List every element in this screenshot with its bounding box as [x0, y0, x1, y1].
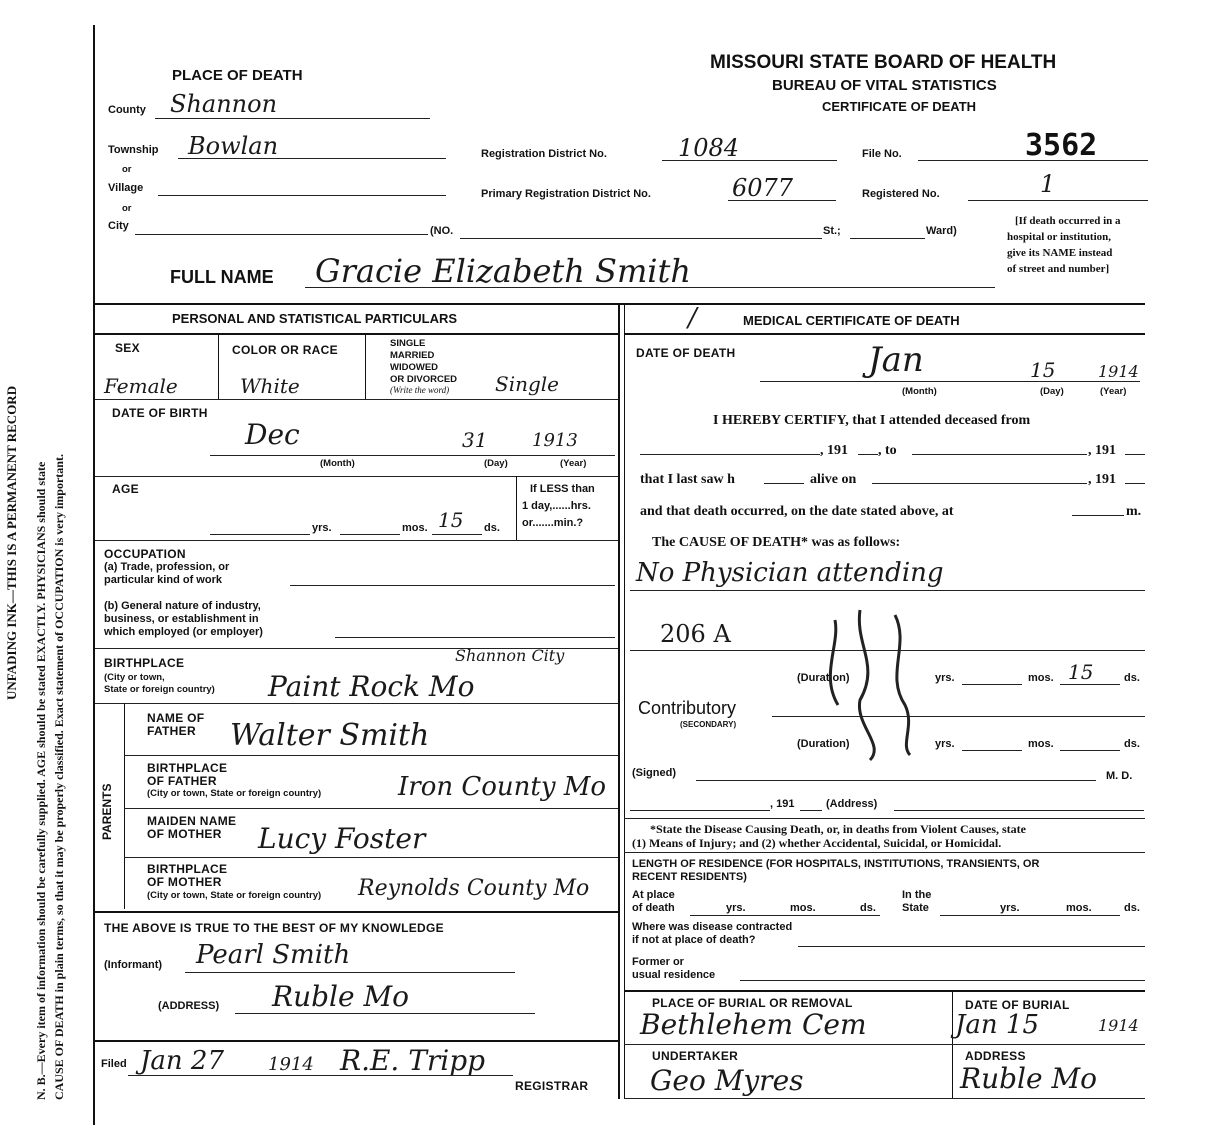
certify-line4: and that death occurred, on the date stated above, at [640, 504, 954, 519]
sign-date-line [630, 810, 770, 811]
color-label: COLOR OR RACE [232, 343, 338, 357]
former-line [740, 980, 1145, 981]
father-label1: NAME OF [147, 711, 205, 725]
village-line [158, 195, 446, 196]
mbirth-value: Reynolds County Mo [358, 876, 590, 901]
signed-line [696, 780, 1096, 781]
certify-at-line [1072, 515, 1124, 516]
dob-month: Dec [245, 418, 300, 451]
st-label: St.; [823, 225, 841, 237]
less-than-3: or.......min.? [522, 517, 584, 529]
footnote-1: *State the Disease Causing Death, or, in deaths from Violent Causes, state [650, 822, 1026, 836]
undertaker-value: Geo Myres [650, 1064, 804, 1097]
sign-date-191: , 191 [770, 798, 795, 810]
duration2-mos: mos. [1028, 738, 1054, 750]
reg-district-value: 1084 [678, 134, 740, 162]
no-label: (NO. [430, 225, 454, 237]
mbirth-label2: OF MOTHER [147, 875, 222, 889]
age-ds-label: ds. [484, 522, 500, 534]
former-1: Former or [632, 956, 684, 968]
address-label: (ADDRESS) [158, 1000, 220, 1012]
undertaker-label: UNDERTAKER [652, 1049, 739, 1063]
duration1-mos: mos. [1028, 672, 1054, 684]
no-line [460, 238, 822, 239]
in-state-1: In the [902, 889, 932, 901]
dod-label: DATE OF DEATH [636, 346, 736, 360]
former-2: usual residence [632, 969, 716, 981]
age-days-value: 15 [438, 508, 464, 532]
age-yrs-line [210, 534, 310, 535]
row1-line [95, 399, 618, 400]
parents-divider [124, 703, 125, 909]
burial-top-line [624, 990, 1145, 992]
married-label: MARRIED [390, 350, 435, 361]
dob-day-caption: (Day) [484, 458, 508, 469]
informant-line [185, 972, 515, 973]
age-yrs-label: yrs. [312, 522, 332, 534]
dob-label: DATE OF BIRTH [112, 406, 208, 420]
in-state-2: State [902, 902, 929, 914]
or-2: or [122, 203, 132, 214]
where-1: Where was disease contracted [632, 921, 793, 933]
occ-a-line [290, 585, 615, 586]
at-place-yrs: yrs. [726, 902, 746, 914]
st-line [850, 238, 925, 239]
sign-date-191-line [800, 810, 822, 811]
father-line [124, 755, 618, 756]
certify-191-b-line [1125, 454, 1145, 455]
cause-line [630, 590, 1145, 591]
dob-day: 31 [462, 428, 488, 452]
certify-line1: I HEREBY CERTIFY, that I attended deceased from [713, 413, 1031, 428]
in-state-ds: ds. [1124, 902, 1140, 914]
occ-b-line [335, 637, 615, 638]
board-title: MISSOURI STATE BOARD OF HEALTH [710, 52, 1057, 73]
at-place-ds: ds. [860, 902, 876, 914]
registrar-signature: R.E. Tripp [340, 1044, 486, 1077]
certify-191-c-line [1125, 483, 1145, 484]
permanent-record-note: UNFADING INK—THIS IS A PERMANENT RECORD [4, 385, 19, 700]
certify-to: , to [878, 443, 897, 458]
mother-label2: OF MOTHER [147, 827, 222, 841]
hospital-note-4: of street and number] [1007, 263, 1110, 275]
duration1-yrs: yrs. [935, 672, 955, 684]
middle-divider [618, 303, 620, 1099]
age-label: AGE [112, 482, 139, 496]
birthplace-sub1: (City or town, [104, 672, 165, 683]
mbirth-label1: BIRTHPLACE [147, 862, 228, 876]
primary-district-value: 6077 [732, 174, 794, 202]
marital-value: Single [495, 372, 560, 396]
occ-b3: which employed (or employer) [104, 626, 263, 638]
mother-line [124, 857, 618, 858]
duration1-days-line [1060, 684, 1120, 685]
informant-label: (Informant) [104, 959, 163, 971]
certify-m: m. [1126, 504, 1142, 519]
row5-line [95, 703, 618, 704]
address-line [235, 1013, 535, 1014]
certify-from-line [640, 454, 820, 455]
parents-bottom-line [95, 911, 618, 913]
certify-191-b: , 191 [1088, 443, 1116, 458]
primary-district-label: Primary Registration District No. [481, 188, 651, 200]
filed-top-line [95, 1040, 618, 1042]
dob-year-caption: (Year) [560, 458, 587, 469]
row2-line [95, 476, 618, 477]
dod-year: 1914 [1098, 362, 1139, 381]
contributory-label: Contributory [638, 698, 737, 718]
burial-date-label: DATE OF BURIAL [965, 998, 1070, 1012]
burial-date: Jan 15 [955, 1010, 1040, 1040]
township-value: Bowlan [188, 132, 279, 160]
full-name-value: Gracie Elizabeth Smith [315, 252, 691, 290]
ward-label: Ward) [926, 225, 957, 237]
registered-no-line [968, 200, 1148, 201]
residence-sub: RECENT RESIDENTS) [632, 871, 747, 883]
certify-alive-line [872, 483, 1087, 484]
parents-label: PARENTS [100, 783, 114, 840]
fbirth-label1: BIRTHPLACE [147, 761, 228, 775]
personal-title-line [95, 333, 618, 335]
less-divider [516, 476, 517, 540]
in-state-line [940, 915, 1120, 916]
duration-2: (Duration) [797, 738, 850, 750]
footnote-2: (1) Means of Injury; and (2) whether Accidental, Suicidal, or Homicidal. [632, 836, 1002, 850]
occupation-label: OCCUPATION [104, 547, 186, 561]
duration1-days: 15 [1068, 660, 1094, 684]
medical-address-label: (Address) [826, 798, 878, 810]
less-than-1: If LESS than [530, 483, 595, 495]
fbirth-label2: OF FATHER [147, 774, 217, 788]
burial-label: PLACE OF BURIAL OR REMOVAL [652, 996, 853, 1010]
dod-year-caption: (Year) [1100, 386, 1127, 397]
filed-label: Filed [101, 1058, 127, 1070]
dod-month: Jan [868, 340, 924, 380]
hospital-note-3: give its NAME instead [1007, 247, 1113, 259]
certify-191-a: , 191 [820, 443, 848, 458]
duration2-yrs-line [962, 750, 1022, 751]
medical-title: MEDICAL CERTIFICATE OF DEATH [743, 313, 960, 328]
occ-b2: business, or establishment in [104, 613, 259, 625]
hospital-note-2: hospital or institution, [1007, 231, 1112, 243]
undertaker-address-label: ADDRESS [965, 1049, 1026, 1063]
city-line [135, 234, 428, 235]
medical-address-line [894, 810, 1144, 811]
file-no-value: 3562 [1025, 128, 1098, 163]
dob-year: 1913 [532, 430, 578, 451]
footnote-bottom-line [624, 852, 1145, 853]
duration1-ds: ds. [1124, 672, 1140, 684]
dod-month-caption: (Month) [902, 386, 937, 397]
fbirth-value: Iron County Mo [398, 772, 607, 802]
where-line [798, 946, 1145, 947]
at-place-2: of death [632, 902, 675, 914]
color-divider [365, 333, 366, 399]
filed-line [128, 1075, 513, 1076]
sex-divider [218, 333, 219, 399]
village-label: Village [108, 182, 144, 194]
informant-value: Pearl Smith [196, 940, 351, 970]
reg-district-label: Registration District No. [481, 148, 607, 160]
place-of-death-title: PLACE OF DEATH [172, 67, 303, 84]
certificate-title: CERTIFICATE OF DEATH [822, 99, 977, 114]
true-statement: THE ABOVE IS TRUE TO THE BEST OF MY KNOWLEDGE [104, 921, 444, 935]
table-top-border [95, 303, 1145, 305]
in-state-mos: mos. [1066, 902, 1092, 914]
md-label: M. D. [1106, 770, 1133, 782]
dod-line [760, 381, 1140, 382]
city-label: City [108, 220, 129, 232]
cause-code: 206 A [660, 620, 731, 648]
in-state-yrs: yrs. [1000, 902, 1020, 914]
side-note-line1: N. B.—Every item of information should be carefully supplied. AGE should be stated EXACTLY. PHYSICIANS should state [34, 461, 48, 1100]
at-place-1: At place [632, 889, 675, 901]
dob-line [210, 455, 615, 456]
registered-no-label: Registered No. [862, 188, 940, 200]
burial-line [624, 1044, 1145, 1045]
mother-label1: MAIDEN NAME [147, 814, 237, 828]
divorced-label: OR DIVORCED [390, 374, 458, 385]
mbirth-label3: (City or town, State or foreign country) [147, 890, 322, 901]
duration-1: (Duration) [797, 672, 850, 684]
birthplace-label: BIRTHPLACE [104, 656, 185, 670]
address-value: Ruble Mo [272, 980, 409, 1013]
certify-line3b: alive on [810, 472, 857, 487]
at-place-mos: mos. [790, 902, 816, 914]
medical-mark: / [688, 303, 697, 333]
sex-value: Female [104, 374, 178, 398]
certify-line3c: , 191 [1088, 472, 1116, 487]
birthplace-sub2: State or foreign country) [104, 684, 215, 695]
bureau-title: BUREAU OF VITAL STATISTICS [772, 77, 997, 94]
dod-day-caption: (Day) [1040, 386, 1064, 397]
filed-year: 1914 [268, 1054, 314, 1075]
contributory-line [772, 716, 1145, 717]
duration2-ds: ds. [1124, 738, 1140, 750]
birthplace-above: Shannon City [455, 646, 565, 665]
bottom-line [624, 1098, 1145, 1099]
where-2: if not at place of death? [632, 934, 756, 946]
certify-191-a-line [858, 454, 878, 455]
color-value: White [240, 374, 300, 398]
father-value: Walter Smith [230, 718, 430, 753]
certify-saw-line [764, 483, 804, 484]
middle-divider-2 [624, 303, 625, 1099]
residence-title: LENGTH OF RESIDENCE (FOR HOSPITALS, INSTITUTIONS, TRANSIENTS, OR [632, 858, 1040, 870]
row3-line [95, 540, 618, 541]
birthplace-value: Paint Rock Mo [268, 670, 475, 703]
burial-year: 1914 [1098, 1016, 1139, 1035]
duration2-days-line [1060, 750, 1120, 751]
fbirth-label3: (City or town, State or foreign country) [147, 788, 322, 799]
occ-b1: (b) General nature of industry, [104, 600, 261, 612]
signed-label: (Signed) [632, 767, 676, 779]
county-label: County [108, 104, 146, 116]
dob-month-caption: (Month) [320, 458, 355, 469]
duration1-yrs-line [962, 684, 1022, 685]
file-no-label: File No. [862, 148, 902, 160]
signature-bottom-line [624, 818, 1145, 819]
township-label: Township [108, 144, 159, 156]
sex-label: SEX [115, 341, 140, 355]
personal-title: PERSONAL AND STATISTICAL PARTICULARS [172, 311, 458, 326]
hospital-note-1: [If death occurred in a [1015, 215, 1121, 227]
write-word-label: (Write the word) [390, 385, 450, 395]
filed-date: Jan 27 [140, 1046, 225, 1076]
county-value: Shannon [170, 90, 278, 118]
at-place-line [690, 915, 880, 916]
medical-title-line [624, 333, 1145, 335]
or-1: or [122, 164, 132, 175]
occ-a1: (a) Trade, profession, or [104, 561, 230, 573]
age-mos-line [340, 534, 400, 535]
secondary-label: (SECONDARY) [680, 720, 737, 729]
dod-day: 15 [1030, 358, 1056, 382]
age-days-line [432, 534, 482, 535]
cause-label: The CAUSE OF DEATH* was as follows: [652, 535, 901, 550]
single-label: SINGLE [390, 338, 426, 349]
widowed-label: WIDOWED [390, 362, 439, 373]
county-line [155, 118, 430, 119]
occ-a2: particular kind of work [104, 574, 222, 586]
fbirth-line [124, 808, 618, 809]
age-mos-label: mos. [402, 522, 428, 534]
father-label2: FATHER [147, 724, 196, 738]
registered-no-value: 1 [1040, 170, 1056, 198]
duration2-yrs: yrs. [935, 738, 955, 750]
registrar-label: REGISTRAR [515, 1079, 589, 1093]
undertaker-address: Ruble Mo [960, 1062, 1097, 1095]
full-name-label: FULL NAME [170, 267, 274, 287]
left-border [93, 25, 95, 1125]
certify-line3a: that I last saw h [640, 472, 735, 487]
mother-value: Lucy Foster [258, 822, 426, 855]
burial-value: Bethlehem Cem [640, 1008, 867, 1041]
less-than-2: 1 day,......hrs. [522, 500, 591, 512]
certify-to-line [912, 454, 1087, 455]
cause-value: No Physician attending [636, 558, 944, 588]
side-note-line2: CAUSE OF DEATH in plain terms, so that it may be properly classified. Exact statement of OCCUPATION is very important. [52, 454, 66, 1100]
